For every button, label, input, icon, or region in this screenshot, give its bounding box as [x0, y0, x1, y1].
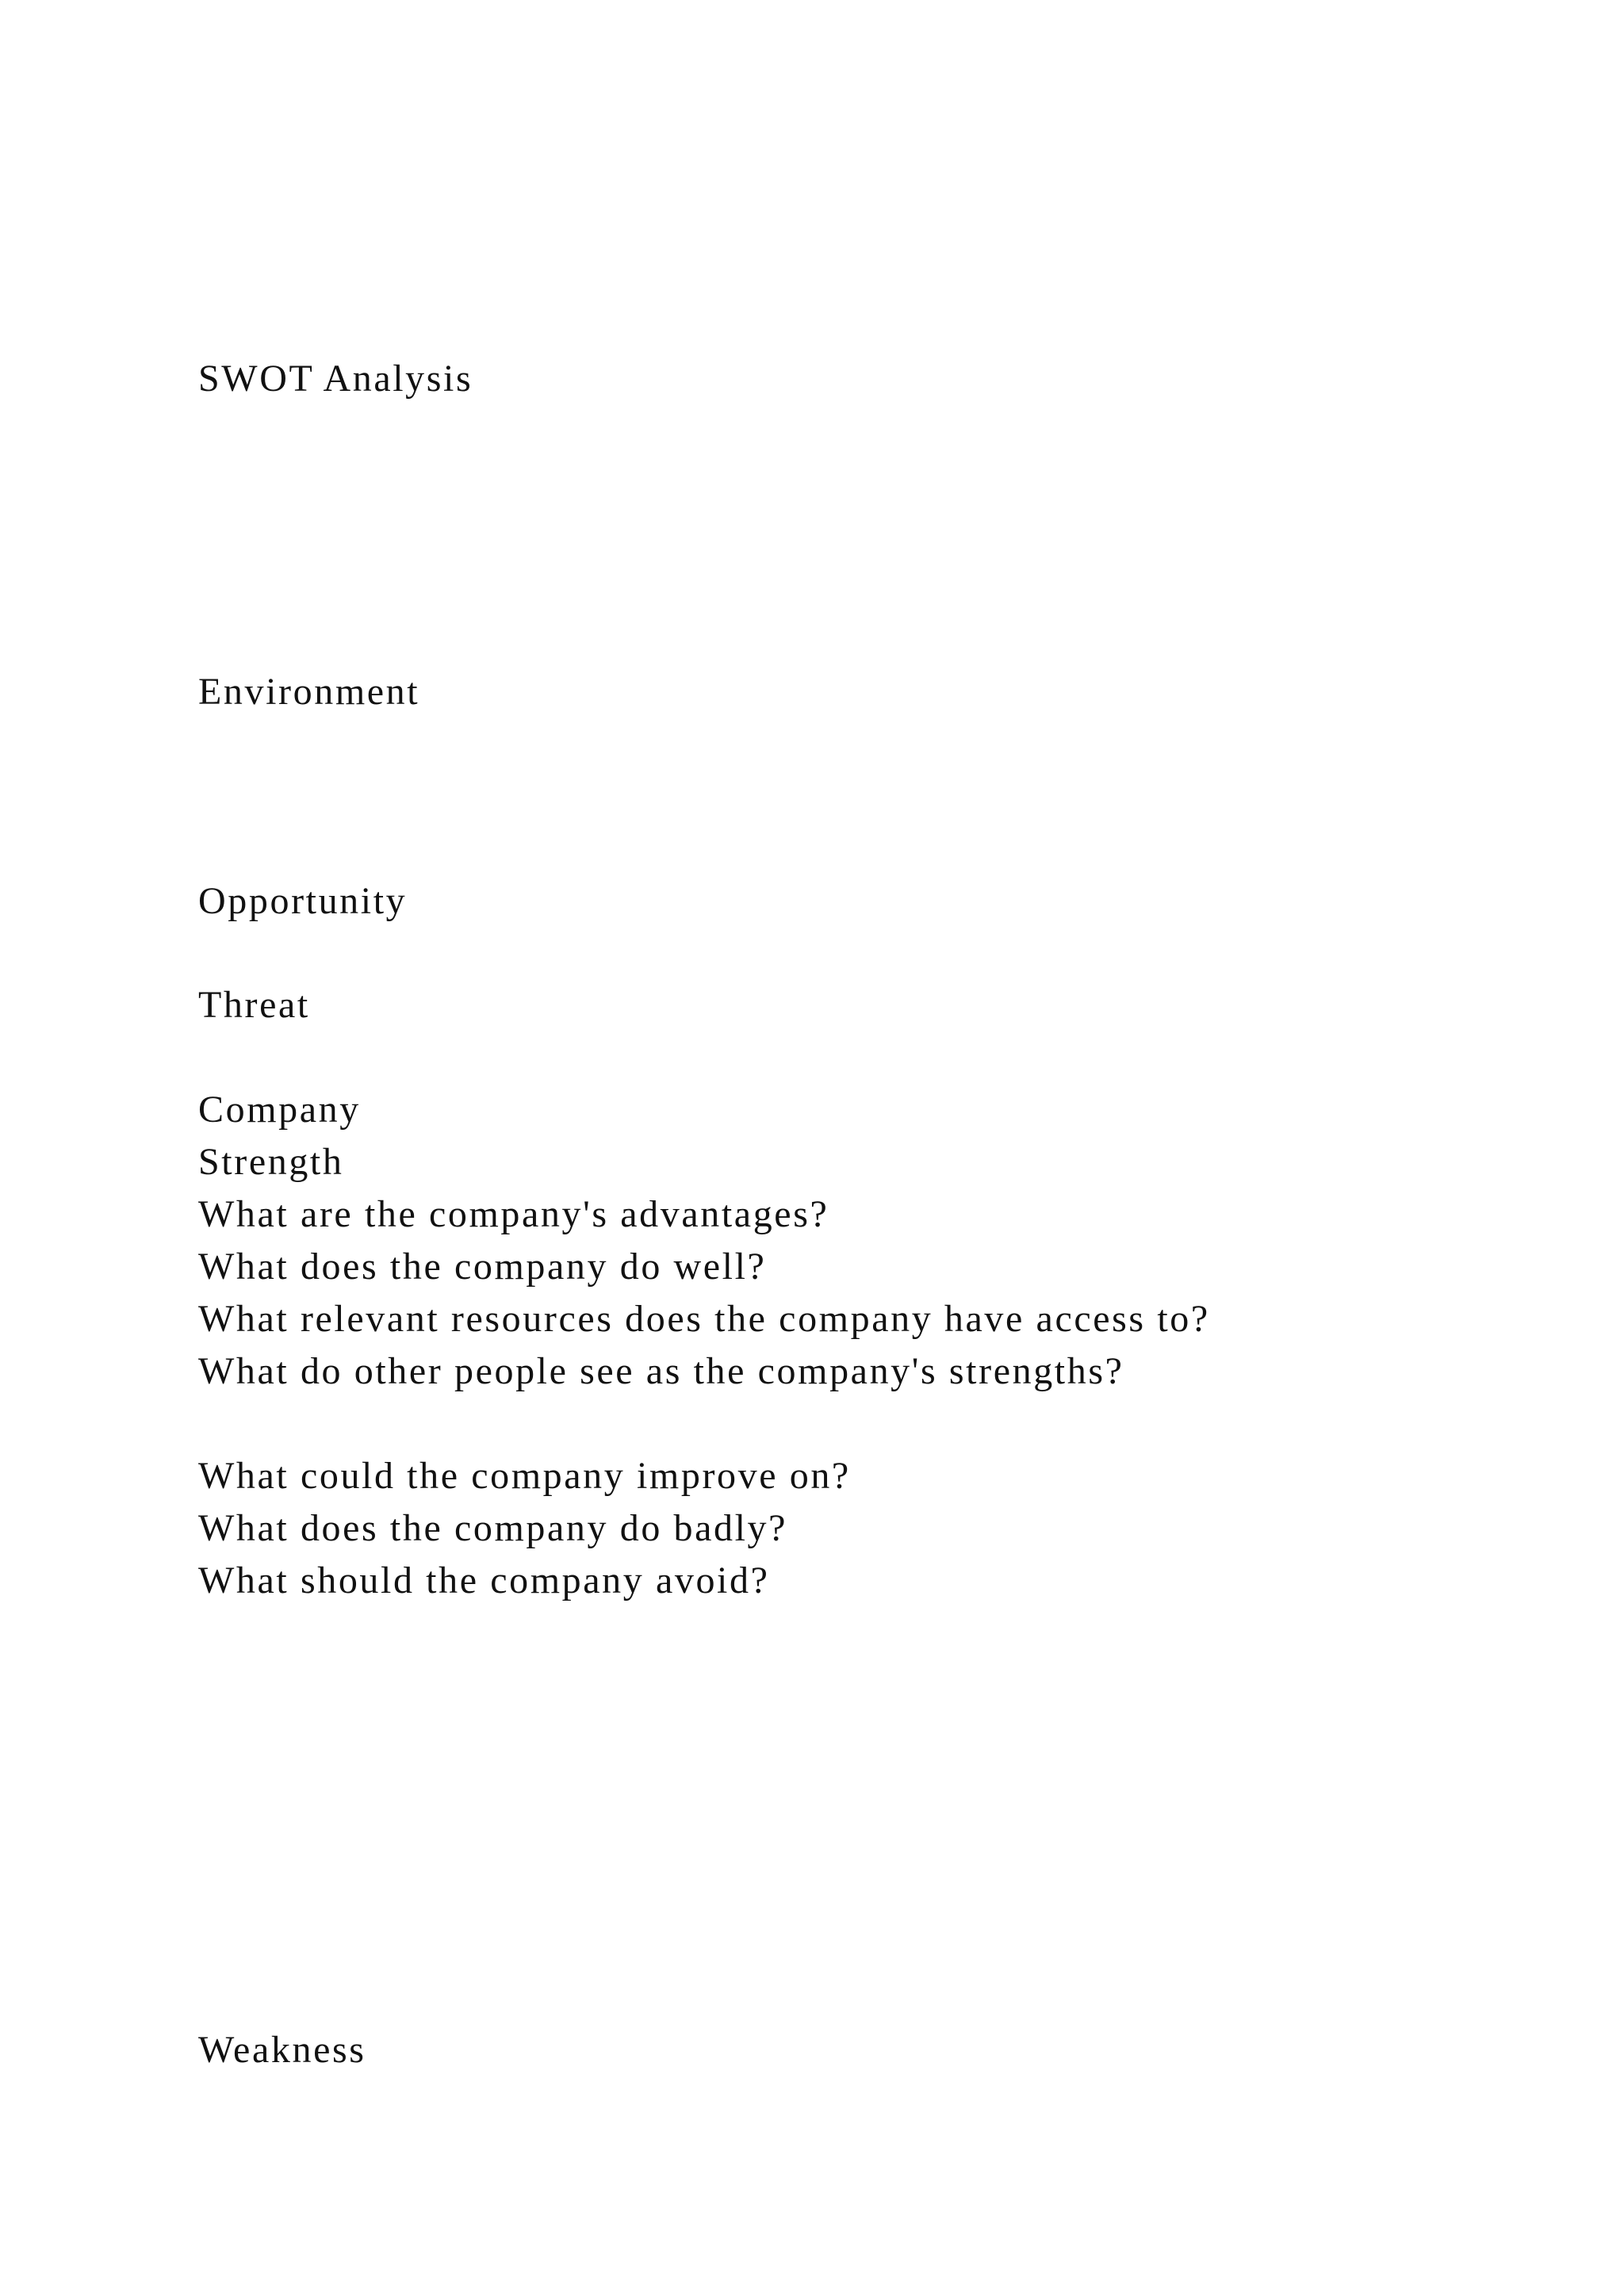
company-heading: Company — [198, 1089, 361, 1131]
threat-heading: Threat — [198, 984, 310, 1026]
strength-question: What are the company's advantages? — [198, 1193, 829, 1235]
opportunity-heading: Opportunity — [198, 880, 408, 922]
strength-heading: Strength — [198, 1141, 344, 1183]
weakness-question: What should the company avoid? — [198, 1559, 770, 1601]
strength-question: What do other people see as the company's strengths? — [198, 1350, 1124, 1392]
document-title: SWOT Analysis — [198, 358, 473, 400]
strength-question: What relevant resources does the company have access to? — [198, 1298, 1210, 1340]
weakness-question: What does the company do badly? — [198, 1507, 788, 1549]
environment-heading: Environment — [198, 671, 420, 713]
strength-question: What does the company do well? — [198, 1246, 767, 1288]
weakness-question: What could the company improve on? — [198, 1455, 851, 1497]
weakness-heading: Weakness — [198, 2029, 366, 2071]
